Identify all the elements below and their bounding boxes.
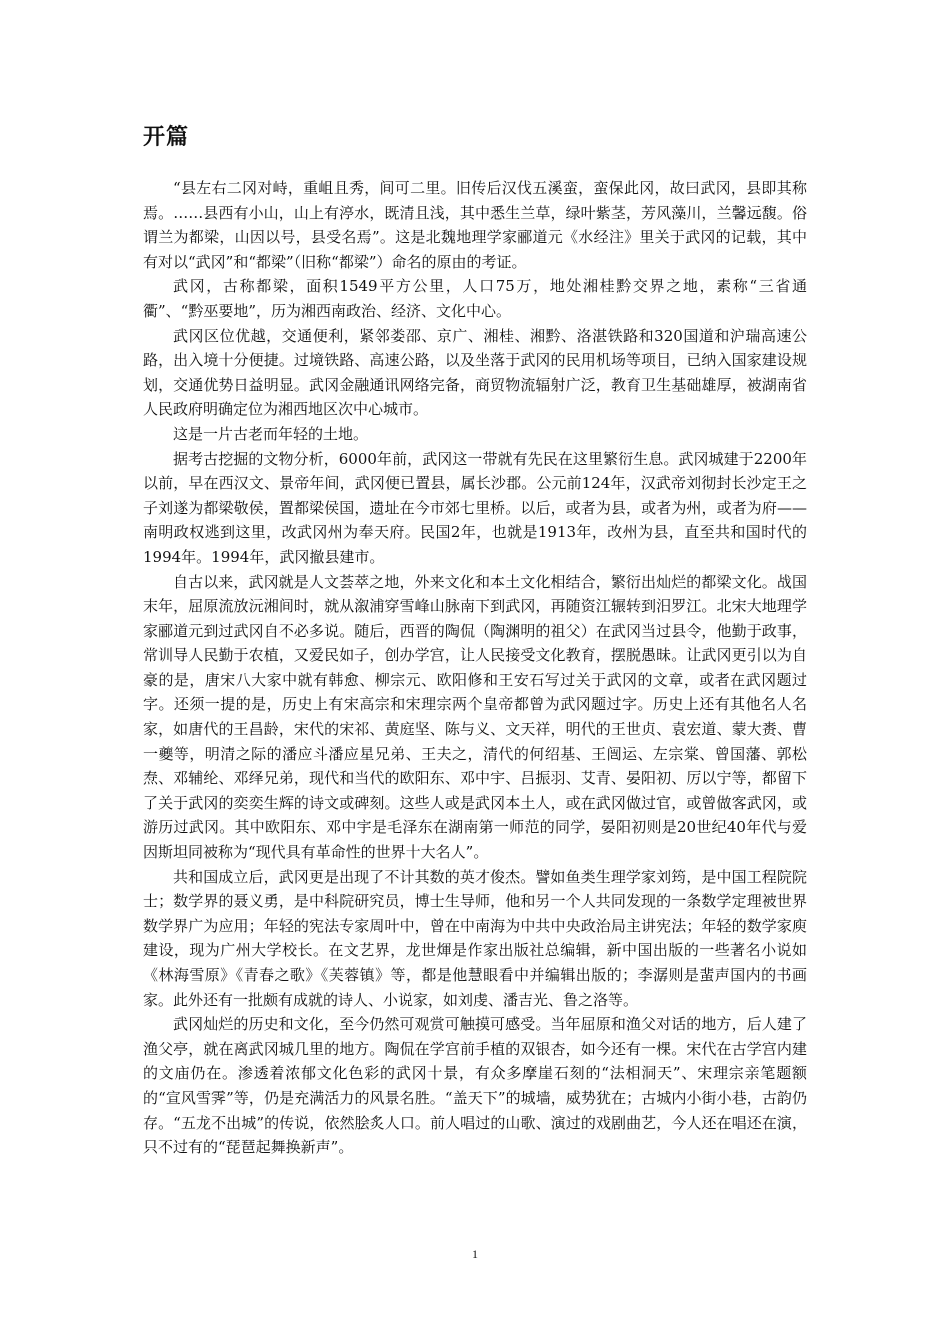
- paragraph: 共和国成立后，武冈更是出现了不计其数的英才俊杰。譬如鱼类生理学家刘筠，是中国工程院院士；数学界的聂义勇，是中科院研究员，博士生导师，他和另一个人共同发现的一条数学定理被世界数学界广为应用；年轻的宪法专家周叶中，曾在中南海为中共中央政治局主讲宪法；年轻的数学家庾建设，现为广州大学校长。在文艺界，龙世煇是作家出版社总编辑，新中国出版的一些著名小说如《林海雪原》《青春之歌》《芙蓉镇》等，都是他慧眼看中并编辑出版的；李潺则是蜚声国内的书画家。此外还有一批颇有成就的诗人、小说家，如刘虔、潘吉光、鲁之洛等。: [143, 867, 807, 1009]
- paragraph: 自古以来，武冈就是人文荟萃之地，外来文化和本土文化相结合，繁衍出灿烂的都梁文化。战国末年，屈原流放沅湘间时，就从溆浦穿雪峰山脉南下到武冈，再随资江辗转到汨罗江。北宋大地理学家郦道元到过武冈自不必多说。随后，西晋的陶侃（陶渊明的祖父）在武冈当过县令，他勤于政事，常训导人民勤于农植，又爱民如子，创办学宫，让人民接受文化教育，摆脱愚昧。让武冈更引以为自豪的是，唐宋八大家中就有韩愈、柳宗元、欧阳修和王安石写过关于武冈的文章，或者在武冈题过字。还须一提的是，历史上有宋高宗和宋理宗两个皇帝都曾为武冈题过字。历史上还有其他名人名家，如唐代的王昌龄，宋代的宋祁、黄庭坚、陈与义、文天祥，明代的王世贞、袁宏道、蒙大赉、曹一夔等，明清之际的潘应斗潘应星兄弟、王夫之，清代的何绍基、王闿运、左宗棠、曾国藩、郭松焘、邓辅纶、邓绎兄弟，现代和当代的欧阳东、邓中宇、吕振羽、艾青、晏阳初、厉以宁等，都留下了关于武冈的奕奕生辉的诗文或碑刻。这些人或是武冈本土人，或在武冈做过官，或曾做客武冈，或游历过武冈。其中欧阳东、邓中宇是毛泽东在湖南第一师范的同学，晏阳初则是20世纪40年代与爱因斯坦同被称为“现代具有革命性的世界十大名人”。: [143, 572, 807, 862]
- paragraph: 武冈灿烂的历史和文化，至今仍然可观赏可触摸可感受。当年屈原和渔父对话的地方，后人建了渔父亭，就在离武冈城几里的地方。陶侃在学宫前手植的双银杏，如今还有一棵。宋代在古学宫内建的文庙仍在。渗透着浓郁文化色彩的武冈十景，有众多摩崖石刻的“法相洞天”、宋理宗亲笔题额的“宣风雪霁”等，仍是充满活力的风景名胜。“盖天下”的城墙，威势犹在；古城内小街小巷，古韵仍存。“五龙不出城”的传说，依然脍炙人口。前人唱过的山歌、演过的戏剧曲艺，今人还在唱还在演，只不过有的“琵琶起舞换新声”。: [143, 1015, 807, 1157]
- paragraph: 据考古挖掘的文物分析，6000年前，武冈这一带就有先民在这里繁衍生息。武冈城建于2200年以前，早在西汉文、景帝年间，武冈便已置县，属长沙郡。公元前124年，汉武帝刘彻封长沙定王之子刘遂为都梁敬侯，置都梁侯国，遗址在今市郊七里桥。以后，或者为县，或者为州，或者为府——南明政权逃到这里，改武冈州为奉天府。民国2年，也就是1913年，改州为县，直至共和国时代的1994年。1994年，武冈撤县建市。: [143, 449, 807, 566]
- body-text: [143, 176, 807, 1160]
- paragraph: 这是一片古老而年轻的土地。: [173, 424, 369, 443]
- paragraph: “县左右二冈对峙，重岨且秀，间可二里。旧传后汉伐五溪蛮，蛮保此冈，故曰武冈，县即其称焉。……县西有小山，山上有渟水，既清且浅，其中悉生兰草，绿叶紫茎，芳风藻川，兰馨远馥。俗谓兰为都梁，山因以号，县受名焉”。这是北魏地理学家郦道元《水经注》里关于武冈的记载，其中有对以“武冈”和“都梁”（旧称“都梁”）命名的原由的考证。: [143, 179, 807, 271]
- paragraph: 武冈，古称都梁，面积1549平方公里，人口75万，地处湘桂黔交界之地，素称“三省通衢”、“黔巫要地”，历为湘西南政治、经济、文化中心。: [143, 277, 807, 320]
- page-number: 1: [472, 1247, 478, 1261]
- page-title: 开篇: [143, 124, 190, 150]
- paragraph: 武冈区位优越，交通便利，紧邻娄邵、京广、湘桂、湘黔、洛湛铁路和320国道和沪瑞高速公路，出入境十分便捷。过境铁路、高速公路，以及坐落于武冈的民用机场等项目，已纳入国家建设规划，交通优势日益明显。武冈金融通讯网络完备，商贸物流辐射广泛，教育卫生基础雄厚，被湖南省人民政府明确定位为湘西地区次中心城市。: [143, 326, 807, 419]
